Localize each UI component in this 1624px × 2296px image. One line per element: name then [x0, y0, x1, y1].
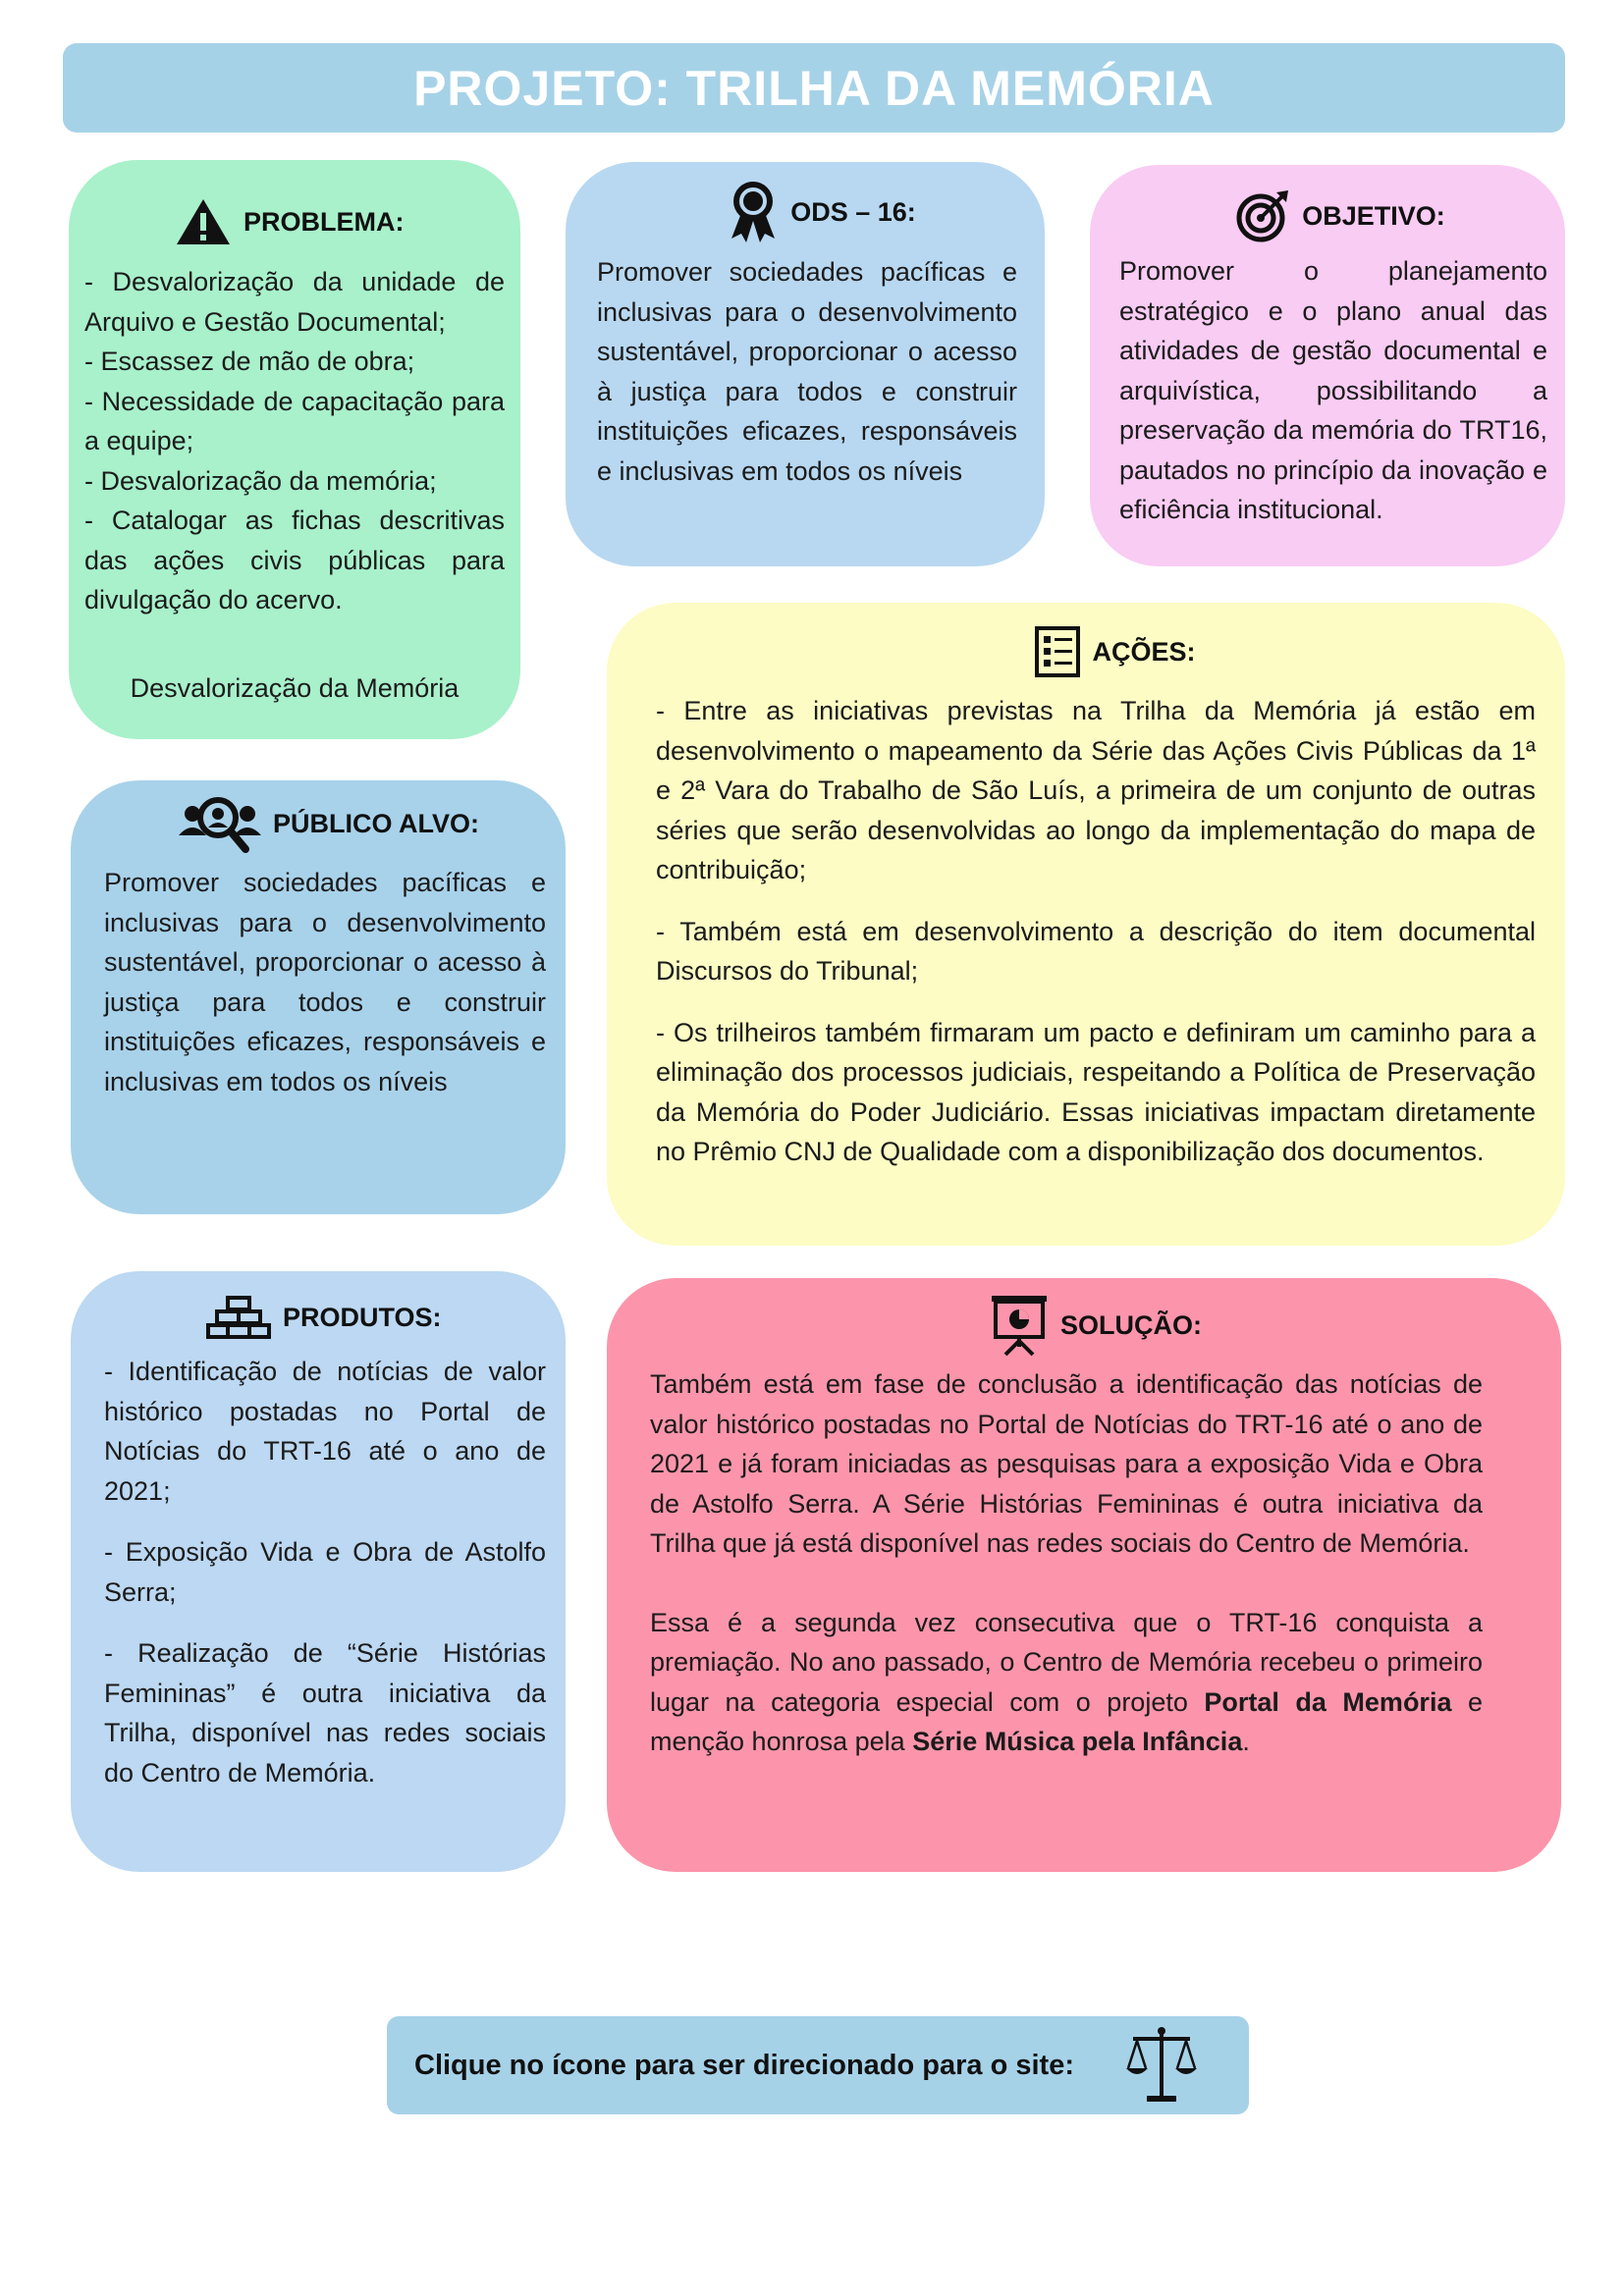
problema-card	[69, 160, 520, 739]
paragraph: Também está em fase de conclusão a identificação das notícias de valor histórico postadas no Portal de Notícias do TRT-16 até o ano de 2021 e já foram iniciadas as pesquisas para a exposição Vida e Obra de Astolfo Serra. A Série Histórias Femininas é outra iniciativa da Trilha que já está disponível nas redes sociais do Centro de Memória.	[650, 1369, 1483, 1558]
project-name-portal: Portal da Memória	[1204, 1686, 1452, 1717]
scales-of-justice-icon[interactable]	[1125, 2025, 1198, 2106]
publico-heading: PÚBLICO ALVO:	[273, 808, 479, 838]
footer-label: Clique no ícone para ser direcionado para o site:	[414, 2049, 1074, 2081]
list-item: - Escassez de mão de obra;	[84, 347, 415, 376]
paragraph: - Identificação de notícias de valor histórico postadas no Portal de Notícias do TRT-16 até o ano de 2021;	[104, 1357, 546, 1506]
ods-heading-row	[597, 180, 1017, 244]
problema-extra-text: Desvalorização da Memória	[130, 672, 460, 703]
presentation-board-icon	[990, 1294, 1049, 1357]
solucao-heading-row	[650, 1294, 1483, 1357]
acoes-card	[607, 603, 1565, 1246]
solucao-card	[607, 1278, 1561, 1872]
list-item: - Desvalorização da memória;	[84, 465, 437, 496]
footer-banner	[387, 2016, 1249, 2114]
objetivo-heading: OBJETIVO:	[1302, 200, 1445, 231]
page-title: PROJETO: TRILHA DA MEMÓRIA	[413, 60, 1215, 116]
problema-heading: PROBLEMA:	[244, 206, 405, 237]
list-item: - Desvalorização da unidade de Arquivo e Gestão Documental;	[84, 267, 505, 337]
warning-icon	[175, 197, 232, 246]
paragraph: - Entre as iniciativas previstas na Trilha da Memória já estão em desenvolvimento o mapeamento da Série das Ações Civis Públicas da 1ª e 2ª Vara do Trabalho de São Luís, a primeira de um conjunto de outras séries que serão desenvolvidas ao longo da implementação do mapa de contribuição;	[656, 696, 1536, 884]
paragraph: - Exposição Vida e Obra de Astolfo Serra;	[104, 1537, 546, 1607]
ods-card	[566, 162, 1045, 566]
acoes-heading-row	[656, 626, 1536, 677]
list-item: - Necessidade de capacitação para a equipe;	[84, 386, 505, 455]
target-icon	[1235, 188, 1290, 243]
text-run: e menção honrosa pela	[650, 1686, 1483, 1756]
produtos-card	[71, 1271, 566, 1872]
text-run: Essa é a segunda vez consecutiva que o TRT-16 conquista a premiação. No ano passado, o Centro de Memória recebeu o primeiro lugar na categoria especial com o projeto	[650, 1607, 1483, 1717]
project-name-serie: Série Música pela Infância	[912, 1727, 1243, 1756]
publico-card	[71, 780, 566, 1214]
paragraph: - Realização de “Série Histórias Femininas” é outra iniciativa da Trilha, disponível nas redes sociais do Centro de Memória.	[104, 1638, 546, 1788]
solucao-text	[650, 1364, 1483, 1762]
publico-heading-row	[104, 792, 546, 855]
paragraph: - Também está em desenvolvimento a descrição do item documental Discursos do Tribunal;	[656, 916, 1536, 986]
acoes-heading: AÇÕES:	[1092, 636, 1196, 667]
produtos-heading-row	[104, 1295, 546, 1340]
acoes-text	[656, 691, 1536, 1172]
list-item: - Catalogar as fichas descritivas das ações civis públicas para divulgação do acervo.	[84, 506, 505, 614]
paragraph: - Os trilheiros também firmaram um pacto e definiram um caminho para a eliminação dos processos judiciais, respeitando a Política de Preservação da Memória do Poder Judiciário. Essas iniciativas impactam diretamente no Prêmio CNJ de Qualidade com a disponibilização dos documentos.	[656, 1017, 1536, 1166]
award-ribbon-icon	[728, 180, 779, 244]
produtos-heading: PRODUTOS:	[283, 1302, 442, 1332]
publico-text: Promover sociedades pacíficas e inclusivas para o desenvolvimento sustentável, proporcionar o acesso à justiça para todos e construir instituições eficazes, responsáveis e inclusivas em todos os níveis	[104, 868, 546, 1096]
problema-heading-row	[84, 197, 505, 246]
ods-heading: ODS – 16:	[790, 196, 916, 227]
problema-list	[84, 262, 505, 620]
gold-bars-icon	[206, 1295, 271, 1340]
text-run: .	[1242, 1727, 1250, 1756]
people-search-icon	[179, 792, 261, 855]
objetivo-heading-row	[1119, 188, 1547, 243]
objetivo-text: Promover o planejamento estratégico e o plano anual das atividades de gestão documental e arquivística, possibilitando a preservação da memória do TRT16, pautados no princípio da inovação e eficiência institucional.	[1119, 256, 1547, 524]
title-banner	[63, 43, 1565, 133]
checklist-icon	[1035, 626, 1080, 677]
objetivo-card	[1090, 165, 1565, 566]
produtos-text	[104, 1352, 546, 1792]
paragraph	[650, 1603, 1483, 1762]
ods-text: Promover sociedades pacíficas e inclusivas para o desenvolvimento sustentável, proporcionar o acesso à justiça para todos e construir instituições eficazes, responsáveis e inclusivas em todos os níveis	[597, 257, 1017, 486]
solucao-heading: SOLUÇÃO:	[1060, 1309, 1202, 1340]
